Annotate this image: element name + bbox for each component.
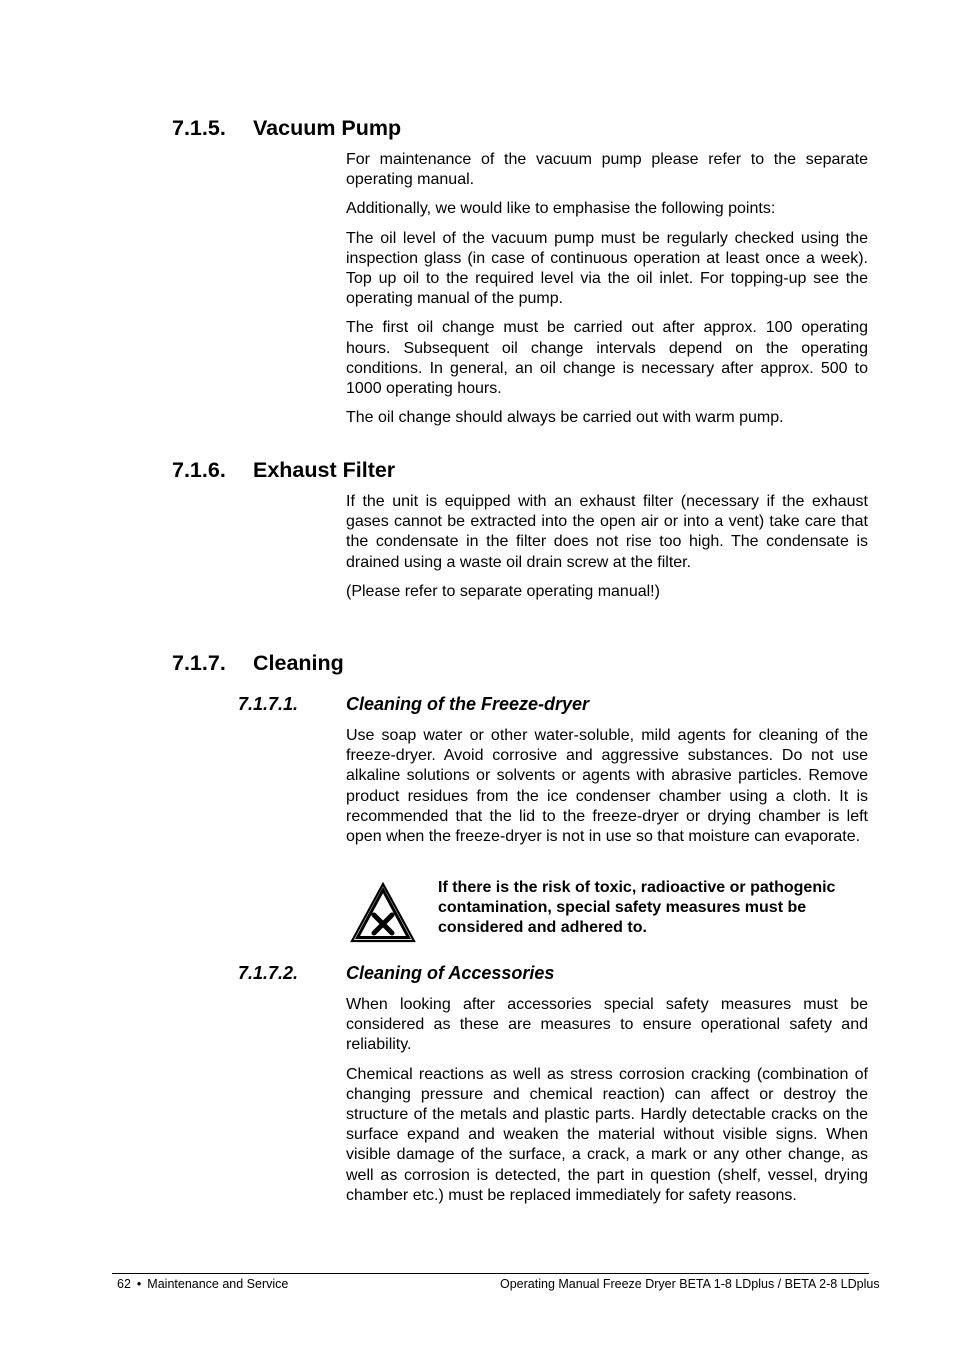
- subsection-heading-accessories: [238, 962, 554, 984]
- section-number: 7.1.7.: [172, 651, 226, 675]
- paragraph: When looking after accessories special safety measures must be considered as these are measures to ensure operational safety and reliability.: [346, 996, 868, 1054]
- section-title: Exhaust Filter: [253, 458, 396, 482]
- paragraph: Use soap water or other water-soluble, mild agents for cleaning of the freeze-dryer. Avoid corrosive and aggressive substances. Do not use alkaline solutions or solvents or agents with abrasive particles. Remove product residues from the ice condenser chamber using a cloth. It is recommended that the lid to the freeze-dryer or drying chamber is left open when the freeze-dryer is not in use so that moisture can evaporate.: [346, 727, 868, 846]
- section-title: Vacuum Pump: [253, 116, 402, 140]
- subsection-title: Cleaning of Accessories: [346, 963, 555, 983]
- section-number: 7.1.5.: [172, 116, 226, 140]
- section-heading-vacuum-pump: [172, 115, 401, 141]
- warning-notice: [346, 878, 868, 946]
- section-heading-exhaust-filter: [172, 457, 395, 483]
- footer-bullet: •: [136, 1277, 142, 1291]
- subsection-number: 7.1.7.2.: [238, 963, 299, 983]
- footer-divider: [112, 1273, 869, 1274]
- page-number: 62: [117, 1277, 131, 1291]
- subsection-number: 7.1.7.1.: [238, 694, 299, 714]
- exhaust-filter-body: [346, 492, 868, 611]
- vacuum-pump-body: [346, 150, 868, 437]
- harmful-substance-warning-icon: [350, 882, 416, 944]
- accessories-cleaning-body: [346, 995, 868, 1215]
- manual-title: Operating Manual Freeze Dryer BETA 1-8 LDplus / BETA 2-8 LDplus: [500, 1277, 880, 1291]
- paragraph: The oil change should always be carried out with warm pump.: [346, 409, 784, 427]
- section-number: 7.1.6.: [172, 458, 226, 482]
- chapter-name: Maintenance and Service: [147, 1277, 289, 1291]
- paragraph: If the unit is equipped with an exhaust filter (necessary if the exhaust gases cannot be extracted into the open air or into a vent) take care that the condensate in the filter does not rise too high. The condensate is drained using a waste oil drain screw at the filter.: [346, 493, 868, 571]
- warning-text: If there is the risk of toxic, radioactive or pathogenic contamination, special safety measures must be considered and adhered to.: [438, 879, 836, 937]
- paragraph: The oil level of the vacuum pump must be regularly checked using the inspection glass (in case of continuous operation at least once a week). Top up oil to the required level via the oil inlet. For topping-up see the operating manual of the pump.: [346, 229, 868, 308]
- paragraph: (Please refer to separate operating manual!): [346, 582, 660, 600]
- subsection-heading-freeze-dryer: [238, 693, 589, 715]
- paragraph: The first oil change must be carried out after approx. 100 operating hours. Subsequent oil change intervals depend on the operating conditions. In general, an oil change is necessary after approx. 500 to 1000 operating hours.: [346, 319, 868, 398]
- section-title: Cleaning: [253, 651, 344, 675]
- paragraph: Chemical reactions as well as stress corrosion cracking (combination of changing pressure and chemical reaction) can affect or destroy the structure of the metals and plastic parts. Hardly detectable cracks on the surface expand and weaken the material without visible signs. When visible damage of the surface, a crack, a mark or any other change, as well as corrosion is detected, the part in question (shelf, vessel, drying chamber etc.) must be replaced immediately for safety reasons.: [346, 1065, 868, 1204]
- freeze-dryer-cleaning-body: [346, 726, 868, 856]
- footer-left: [117, 1276, 288, 1292]
- paragraph: Additionally, we would like to emphasise the following points:: [346, 200, 776, 218]
- subsection-title: Cleaning of the Freeze-dryer: [346, 694, 590, 714]
- section-heading-cleaning: [172, 650, 344, 676]
- paragraph: For maintenance of the vacuum pump please refer to the separate operating manual.: [346, 151, 868, 189]
